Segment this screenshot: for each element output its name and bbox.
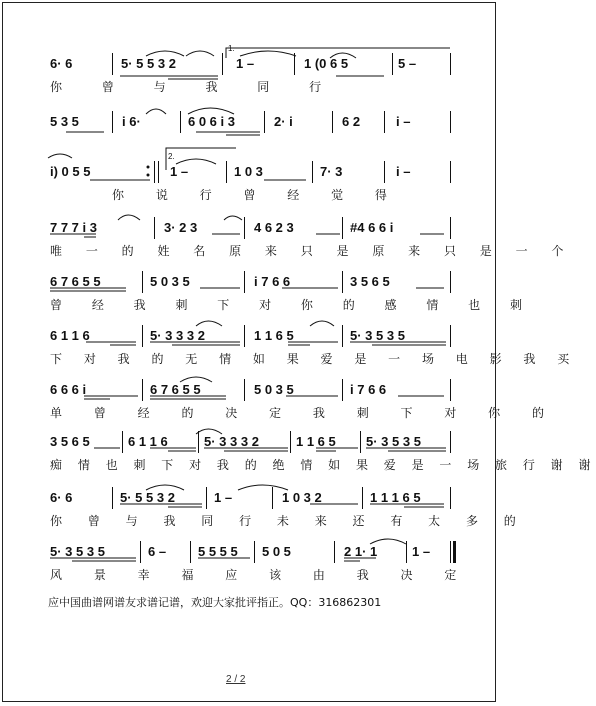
beam [150, 448, 196, 451]
measure: 3 5 6 5 [50, 434, 90, 449]
measure: i – [396, 114, 411, 129]
slur [48, 154, 72, 158]
measure: 6 7 6 5 5 [150, 382, 201, 397]
measure: 5 5 5 5 [198, 544, 238, 559]
measure: 5· 5 5 3 2 [121, 56, 176, 71]
beam [50, 234, 96, 237]
slur [176, 159, 216, 164]
lyric-line: 痴 情 也 刺 下 对 我 的 绝 情 如 果 爱 是 一 场 旅 行 谢 谢 [50, 458, 596, 472]
beam [150, 396, 226, 399]
measure: 1 1 6 5 [254, 328, 294, 343]
beam [120, 504, 202, 507]
measure: i – [396, 164, 411, 179]
measure: 1 (0 6 5 [304, 56, 349, 71]
slur [310, 321, 334, 326]
slur [186, 51, 214, 56]
beam [50, 558, 136, 561]
measure: 1 – [170, 164, 189, 179]
volta-label: 1. [228, 44, 235, 53]
measure: 5 0 5 [262, 544, 291, 559]
slur [330, 53, 356, 58]
measure: 6 2 [342, 114, 361, 129]
slur [118, 215, 140, 220]
repeat-dot [147, 174, 150, 177]
beam [86, 342, 136, 345]
slur [180, 377, 212, 382]
beam [120, 76, 218, 79]
beam [84, 396, 138, 399]
lyric-line: 单 曾 经 的 决 定 我 刺 下 对 你 的 [50, 406, 558, 420]
beam [370, 504, 444, 507]
measure: 5· 3 3 3 2 [204, 434, 259, 449]
measure: 6 7 6 5 5 [50, 274, 101, 289]
measure: i 7 6 6 [254, 274, 291, 289]
lyric-line: 你 说 行 曾 经 觉 得 [112, 188, 401, 202]
slur [188, 108, 234, 114]
measure: 6 0 6 i 3 [188, 114, 235, 129]
measure: 7· 3 [320, 164, 343, 179]
volta-label: 2. [168, 152, 175, 161]
slur [196, 321, 222, 326]
measure: 1 1 1 6 5 [370, 490, 421, 505]
slur [224, 216, 242, 220]
lyric-line: 你 曾 与 我 同 行 未 来 还 有 太 多 的 [50, 514, 527, 528]
measure: 6 1 1 6 [50, 328, 90, 343]
page-number-text: 2 / 2 [226, 674, 246, 685]
measure: 1 – [412, 544, 431, 559]
beam [344, 558, 376, 561]
beam [288, 342, 338, 345]
measure: i 6· [122, 114, 141, 129]
beam [366, 448, 446, 451]
slur [146, 109, 166, 114]
slur [146, 51, 184, 56]
measure: 6 6 6 i [50, 382, 87, 397]
measure: 5· 3 5 3 5 [50, 544, 105, 559]
lyric-line: 下 对 我 的 无 情 如 果 爱 是 一 场 电 影 我 买 [50, 352, 579, 366]
lyric-line: 风 景 幸 福 应 该 由 我 决 定 [50, 568, 471, 582]
slur [196, 429, 222, 434]
lyric-line: 你 曾 与 我 同 行 [50, 80, 340, 94]
slur [240, 51, 296, 56]
measure: 6 1 1 6 [128, 434, 168, 449]
measure: 1 – [214, 490, 233, 505]
transcriber-note: 应中国曲谱网谱友求谱记谱，欢迎大家批评指正。QQ：316862301 [48, 596, 382, 609]
measure: #4 6 6 i [350, 220, 394, 235]
repeat-dot [147, 166, 150, 169]
measure: 5 – [398, 56, 417, 71]
beam [196, 132, 260, 135]
slur [370, 539, 406, 544]
page-number [226, 674, 245, 685]
lyric-line: 曾 经 我 刺 下 对 你 的 感 情 也 刺 [50, 298, 535, 312]
measure: 2· i [274, 114, 293, 129]
volta-bracket-1 [226, 48, 450, 58]
measure: 6· 6 [50, 56, 73, 71]
measure: 4 6 2 3 [254, 220, 294, 235]
measure: 1 0 3 2 [282, 490, 322, 505]
measure: i) 0 5 5 [50, 164, 91, 179]
beam [50, 288, 126, 291]
beam [350, 342, 446, 345]
measure: 6· 6 [50, 490, 73, 505]
measure: 6 – [148, 544, 167, 559]
measure: 5· 3 3 3 2 [150, 328, 205, 343]
beam [150, 342, 240, 345]
slur [238, 485, 288, 490]
measure: 7 7 7 i 3 [50, 220, 97, 235]
slur [146, 485, 184, 490]
measure: 5· 3 5 3 5 [350, 328, 405, 343]
measure: 1 – [236, 56, 255, 71]
measure: 5 3 5 [50, 114, 79, 129]
measure: i 7 6 6 [350, 382, 387, 397]
measure: 5· 3 5 3 5 [366, 434, 421, 449]
measure: 2 1· 1 [344, 544, 378, 559]
measure: 1 1 6 5 [296, 434, 336, 449]
beam [204, 448, 288, 451]
measure: 5· 5 5 3 2 [120, 490, 175, 505]
measure: 3 5 6 5 [350, 274, 390, 289]
beam [316, 448, 358, 451]
measure: 5 0 3 5 [254, 382, 294, 397]
lyric-line: 唯 一 的 姓 名 原 来 只 是 原 来 只 是 一 个 [50, 244, 574, 258]
measure: 3· 2 3 [164, 220, 198, 235]
measure: 5 0 3 5 [150, 274, 190, 289]
measure: 1 0 3 [234, 164, 263, 179]
